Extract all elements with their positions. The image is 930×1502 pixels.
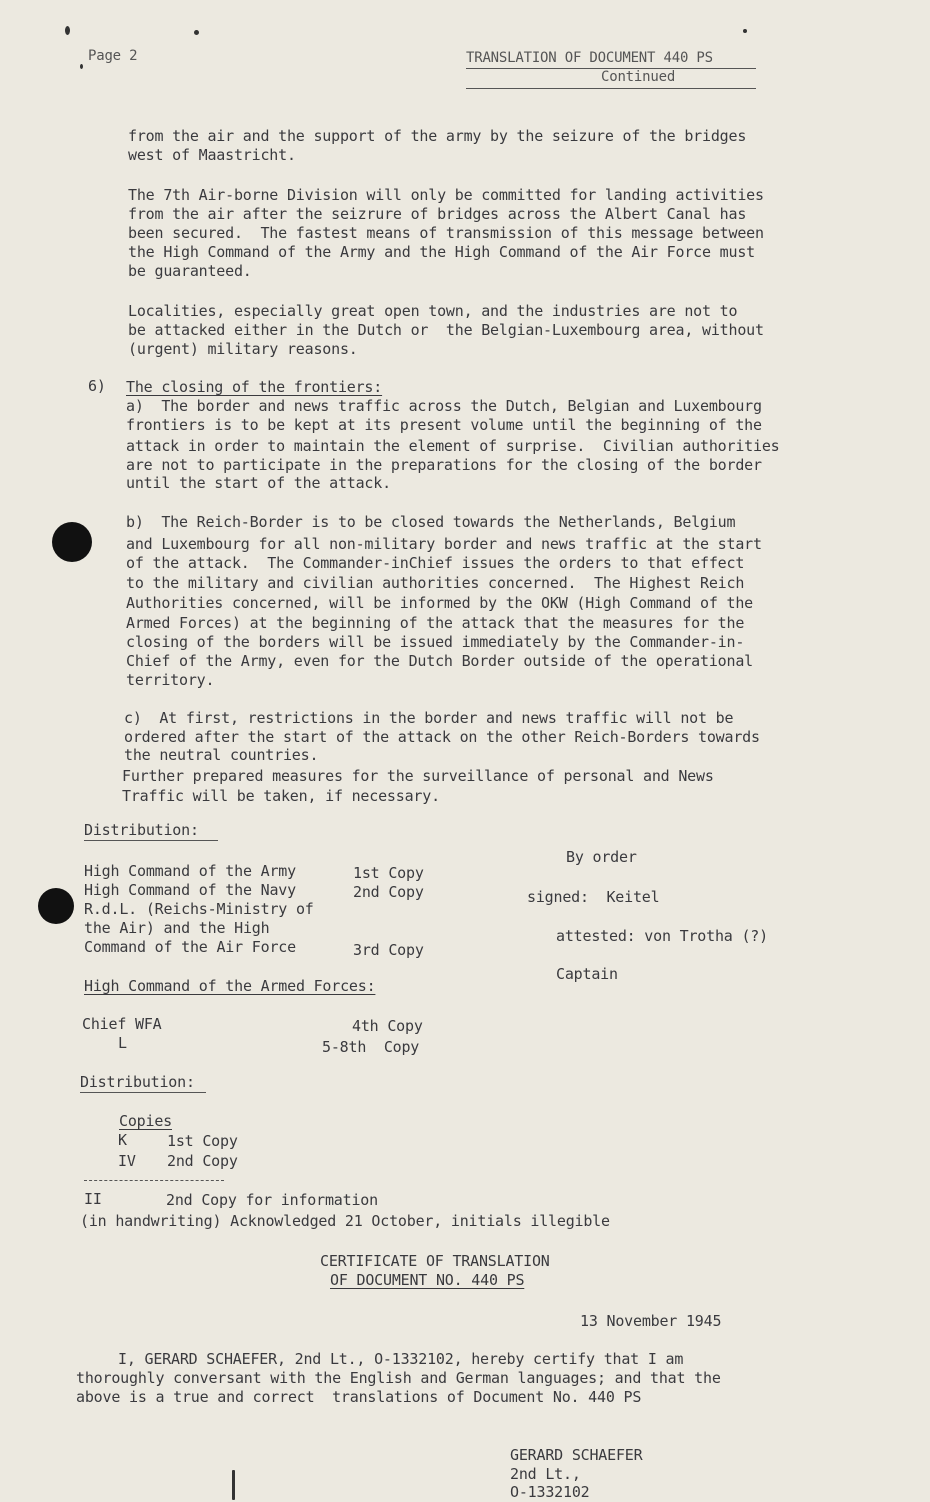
distribution-rule xyxy=(84,840,218,841)
text-line: Authorities concerned, will be informed by the OKW (High Command of the xyxy=(126,594,753,612)
text-line: Armed Forces) at the beginning of the attack that the measures for the xyxy=(126,614,745,632)
certificate-subtitle: OF DOCUMENT NO. 440 PS xyxy=(330,1271,525,1289)
text-line: territory. xyxy=(126,671,215,689)
text-line: from the air and the support of the army by the seizure of the bridges xyxy=(128,127,747,145)
text-line: be attacked either in the Dutch or the Belgian-Luxembourg area, without xyxy=(128,321,764,339)
text-line: are not to participate in the preparations for the closing of the border xyxy=(126,456,762,474)
text-line: The 7th Air-borne Division will only be committed for landing activities xyxy=(128,186,764,204)
text-line: the High Command of the Army and the High Command of the Air Force must xyxy=(128,243,755,261)
text-line: from the air after the seizrure of bridges across the Albert Canal has xyxy=(128,205,747,223)
text-line: attack in order to maintain the element of surprise. Civilian authorities xyxy=(126,437,780,455)
continued-rule xyxy=(466,88,756,89)
punch-hole-lower xyxy=(38,888,74,924)
copy-key: K xyxy=(118,1131,127,1149)
text-line: a) The border and news traffic across the Dutch, Belgian and Luxembourg xyxy=(126,397,762,415)
text-line: closing of the borders will be issued immediately by the Commander-in- xyxy=(126,633,745,651)
text-line: be guaranteed. xyxy=(128,262,252,280)
handwriting-note: (in handwriting) Acknowledged 21 October, initials illegible xyxy=(80,1212,610,1230)
copy-key: II xyxy=(84,1190,102,1208)
text-line: I, GERARD SCHAEFER, 2nd Lt., O-1332102, hereby certify that I am xyxy=(118,1350,684,1368)
text-line: and Luxembourg for all non-military border and news traffic at the start xyxy=(126,535,762,553)
copies-heading: Copies xyxy=(119,1112,172,1130)
attested-line: attested: von Trotha (?) xyxy=(556,927,768,945)
text-line: west of Maastricht. xyxy=(128,146,296,164)
recipient-line: High Command of the Navy xyxy=(84,881,296,899)
copies-rule xyxy=(84,1180,224,1182)
signer-rank: 2nd Lt., xyxy=(510,1465,581,1483)
by-order: By order xyxy=(566,848,637,866)
continued-label: Continued xyxy=(601,69,676,85)
info-text: 2nd Copy for information xyxy=(166,1191,378,1209)
text-line: Localities, especially great open town, and the industries are not to xyxy=(128,302,738,320)
distribution-rule-2 xyxy=(80,1092,206,1093)
copy-label: 1st Copy xyxy=(353,864,424,882)
distribution-heading-2: Distribution: xyxy=(80,1073,195,1091)
copy-label: 1st Copy xyxy=(167,1132,238,1150)
text-line: the neutral countries. xyxy=(124,746,319,764)
certificate-title: CERTIFICATE OF TRANSLATION xyxy=(320,1252,550,1270)
text-line: Further prepared measures for the surveillance of personal and News xyxy=(122,767,714,785)
recipient-line: Chief WFA xyxy=(82,1015,162,1033)
text-line: c) At first, restrictions in the border and news traffic will not be xyxy=(124,709,734,727)
text-line: frontiers is to be kept at its present volume until the beginning of the xyxy=(126,416,762,434)
speck xyxy=(80,64,83,69)
recipient-line: Command of the Air Force xyxy=(84,938,296,956)
rank-line: Captain xyxy=(556,965,618,983)
signer-serial: O-1332102 xyxy=(510,1483,590,1501)
speck xyxy=(743,29,747,33)
text-line: ordered after the start of the attack on the other Reich-Borders towards xyxy=(124,728,760,746)
text-line: until the start of the attack. xyxy=(126,474,391,492)
armed-forces-heading: High Command of the Armed Forces: xyxy=(84,977,376,995)
text-line: b) The Reich-Border is to be closed towards the Netherlands, Belgium xyxy=(126,513,736,531)
speck xyxy=(232,1470,235,1500)
recipient-line: R.d.L. (Reichs-Ministry of xyxy=(84,900,314,918)
section-number: 6) xyxy=(88,377,106,395)
text-line: Chief of the Army, even for the Dutch Border outside of the operational xyxy=(126,652,753,670)
text-line: Traffic will be taken, if necessary. xyxy=(122,787,440,805)
recipient-line: High Command of the Army xyxy=(84,862,296,880)
copy-label: 2nd Copy xyxy=(353,883,424,901)
copy-label: 4th Copy xyxy=(352,1017,423,1035)
recipient-line: the Air) and the High xyxy=(84,919,270,937)
distribution-heading: Distribution: xyxy=(84,821,199,839)
document-title: TRANSLATION OF DOCUMENT 440 PS xyxy=(466,50,713,66)
text-line: above is a true and correct translations of Document No. 440 PS xyxy=(76,1388,642,1406)
section-heading: The closing of the frontiers: xyxy=(126,378,383,396)
recipient-line: L xyxy=(118,1034,127,1052)
text-line: to the military and civilian authorities concerned. The Highest Reich xyxy=(126,574,745,592)
copy-label: 3rd Copy xyxy=(353,941,424,959)
punch-hole-upper xyxy=(52,522,92,562)
copy-key: IV xyxy=(118,1152,136,1170)
text-line: (urgent) military reasons. xyxy=(128,340,358,358)
text-line: of the attack. The Commander-inChief issues the orders to that effect xyxy=(126,554,745,572)
page-label: Page 2 xyxy=(88,48,138,64)
text-line: thoroughly conversant with the English and German languages; and that the xyxy=(76,1369,721,1387)
text-line: been secured. The fastest means of transmission of this message between xyxy=(128,224,764,242)
certificate-date: 13 November 1945 xyxy=(580,1312,722,1330)
copy-label: 5-8th Copy xyxy=(322,1038,420,1056)
speck xyxy=(65,26,70,35)
signer-name: GERARD SCHAEFER xyxy=(510,1446,643,1464)
signed-line: signed: Keitel xyxy=(527,888,660,906)
speck xyxy=(194,30,199,35)
copy-label: 2nd Copy xyxy=(167,1152,238,1170)
